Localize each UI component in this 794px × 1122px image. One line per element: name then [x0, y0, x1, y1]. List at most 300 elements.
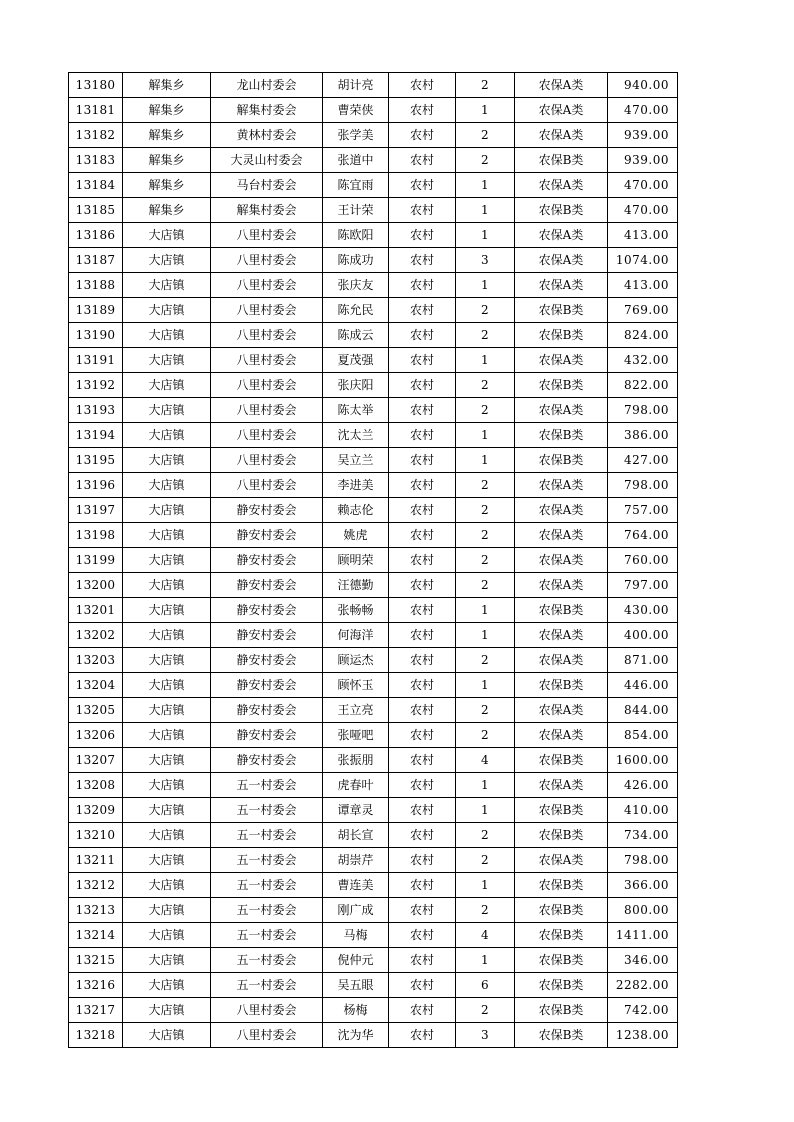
insurance-category-cell: 农保B类: [515, 448, 608, 473]
township-cell: 大店镇: [123, 1023, 211, 1048]
member-count-cell: 2: [456, 823, 515, 848]
township-cell: 大店镇: [123, 748, 211, 773]
record-number-cell: 13201: [69, 598, 123, 623]
household-type-cell: 农村: [389, 73, 456, 98]
table-row: [69, 948, 678, 973]
village-committee-cell: 静安村委会: [211, 723, 323, 748]
table-row: [69, 973, 678, 998]
village-committee-cell: 静安村委会: [211, 673, 323, 698]
township-cell: 大店镇: [123, 323, 211, 348]
amount-cell: 432.00: [608, 348, 678, 373]
amount-cell: 413.00: [608, 273, 678, 298]
insurance-category-cell: 农保A类: [515, 773, 608, 798]
village-committee-cell: 五一村委会: [211, 798, 323, 823]
household-type-cell: 农村: [389, 698, 456, 723]
amount-cell: 1411.00: [608, 923, 678, 948]
member-count-cell: 2: [456, 573, 515, 598]
village-committee-cell: 八里村委会: [211, 348, 323, 373]
record-number-cell: 13205: [69, 698, 123, 723]
household-type-cell: 农村: [389, 573, 456, 598]
township-cell: 大店镇: [123, 848, 211, 873]
amount-cell: 822.00: [608, 373, 678, 398]
person-name-cell: 吴立兰: [323, 448, 389, 473]
insurance-category-cell: 农保B类: [515, 1023, 608, 1048]
table-row: [69, 698, 678, 723]
household-type-cell: 农村: [389, 148, 456, 173]
township-cell: 解集乡: [123, 73, 211, 98]
household-type-cell: 农村: [389, 548, 456, 573]
record-number-cell: 13183: [69, 148, 123, 173]
person-name-cell: 胡长宣: [323, 823, 389, 848]
insurance-category-cell: 农保A类: [515, 398, 608, 423]
village-committee-cell: 八里村委会: [211, 998, 323, 1023]
township-cell: 解集乡: [123, 198, 211, 223]
table-row: [69, 748, 678, 773]
insurance-category-cell: 农保B类: [515, 873, 608, 898]
township-cell: 大店镇: [123, 823, 211, 848]
household-type-cell: 农村: [389, 848, 456, 873]
person-name-cell: 沈太兰: [323, 423, 389, 448]
village-committee-cell: 八里村委会: [211, 223, 323, 248]
amount-cell: 797.00: [608, 573, 678, 598]
insurance-category-cell: 农保B类: [515, 748, 608, 773]
member-count-cell: 2: [456, 373, 515, 398]
household-type-cell: 农村: [389, 1023, 456, 1048]
record-number-cell: 13200: [69, 573, 123, 598]
village-committee-cell: 五一村委会: [211, 773, 323, 798]
village-committee-cell: 马台村委会: [211, 173, 323, 198]
amount-cell: 760.00: [608, 548, 678, 573]
village-committee-cell: 静安村委会: [211, 748, 323, 773]
insurance-category-cell: 农保B类: [515, 923, 608, 948]
person-name-cell: 张振朋: [323, 748, 389, 773]
insurance-category-cell: 农保B类: [515, 423, 608, 448]
member-count-cell: 1: [456, 873, 515, 898]
table-row: [69, 173, 678, 198]
village-committee-cell: 八里村委会: [211, 423, 323, 448]
household-type-cell: 农村: [389, 973, 456, 998]
insurance-category-cell: 农保A类: [515, 123, 608, 148]
township-cell: 大店镇: [123, 548, 211, 573]
member-count-cell: 1: [456, 798, 515, 823]
table-row: [69, 648, 678, 673]
table-row: [69, 498, 678, 523]
township-cell: 大店镇: [123, 798, 211, 823]
township-cell: 大店镇: [123, 623, 211, 648]
member-count-cell: 2: [456, 473, 515, 498]
person-name-cell: 陈宜雨: [323, 173, 389, 198]
insurance-category-cell: 农保A类: [515, 223, 608, 248]
village-committee-cell: 八里村委会: [211, 323, 323, 348]
table-row: [69, 898, 678, 923]
person-name-cell: 王计荣: [323, 198, 389, 223]
amount-cell: 734.00: [608, 823, 678, 848]
township-cell: 解集乡: [123, 123, 211, 148]
township-cell: 大店镇: [123, 648, 211, 673]
record-number-cell: 13203: [69, 648, 123, 673]
amount-cell: 1600.00: [608, 748, 678, 773]
table-row: [69, 473, 678, 498]
member-count-cell: 1: [456, 198, 515, 223]
person-name-cell: 吴五眼: [323, 973, 389, 998]
table-row: [69, 773, 678, 798]
village-committee-cell: 五一村委会: [211, 873, 323, 898]
township-cell: 解集乡: [123, 148, 211, 173]
insurance-category-cell: 农保B类: [515, 823, 608, 848]
insurance-category-cell: 农保A类: [515, 73, 608, 98]
person-name-cell: 王立亮: [323, 698, 389, 723]
member-count-cell: 1: [456, 98, 515, 123]
record-number-cell: 13204: [69, 673, 123, 698]
insurance-category-cell: 农保A类: [515, 523, 608, 548]
village-committee-cell: 八里村委会: [211, 1023, 323, 1048]
record-number-cell: 13206: [69, 723, 123, 748]
record-number-cell: 13189: [69, 298, 123, 323]
table-row: [69, 398, 678, 423]
village-committee-cell: 解集村委会: [211, 98, 323, 123]
village-committee-cell: 龙山村委会: [211, 73, 323, 98]
member-count-cell: 2: [456, 123, 515, 148]
insurance-category-cell: 农保A类: [515, 273, 608, 298]
record-number-cell: 13187: [69, 248, 123, 273]
record-number-cell: 13190: [69, 323, 123, 348]
table-row: [69, 198, 678, 223]
table-row: [69, 373, 678, 398]
table-row: [69, 548, 678, 573]
record-number-cell: 13216: [69, 973, 123, 998]
record-number-cell: 13191: [69, 348, 123, 373]
insurance-category-cell: 农保B类: [515, 898, 608, 923]
record-number-cell: 13213: [69, 898, 123, 923]
amount-cell: 871.00: [608, 648, 678, 673]
table-row: [69, 873, 678, 898]
record-number-cell: 13211: [69, 848, 123, 873]
table-row: [69, 723, 678, 748]
record-number-cell: 13209: [69, 798, 123, 823]
village-committee-cell: 五一村委会: [211, 823, 323, 848]
member-count-cell: 2: [456, 73, 515, 98]
village-committee-cell: 静安村委会: [211, 523, 323, 548]
township-cell: 大店镇: [123, 923, 211, 948]
village-committee-cell: 八里村委会: [211, 298, 323, 323]
township-cell: 大店镇: [123, 248, 211, 273]
record-number-cell: 13212: [69, 873, 123, 898]
township-cell: 大店镇: [123, 998, 211, 1023]
village-committee-cell: 解集村委会: [211, 198, 323, 223]
village-committee-cell: 静安村委会: [211, 623, 323, 648]
person-name-cell: 张畅畅: [323, 598, 389, 623]
member-count-cell: 4: [456, 748, 515, 773]
member-count-cell: 1: [456, 273, 515, 298]
member-count-cell: 2: [456, 298, 515, 323]
insurance-category-cell: 农保A类: [515, 573, 608, 598]
amount-cell: 824.00: [608, 323, 678, 348]
amount-cell: 446.00: [608, 673, 678, 698]
record-number-cell: 13185: [69, 198, 123, 223]
amount-cell: 800.00: [608, 898, 678, 923]
table-row: [69, 623, 678, 648]
household-type-cell: 农村: [389, 648, 456, 673]
amount-cell: 400.00: [608, 623, 678, 648]
member-count-cell: 2: [456, 648, 515, 673]
member-count-cell: 3: [456, 248, 515, 273]
amount-cell: 764.00: [608, 523, 678, 548]
amount-cell: 2282.00: [608, 973, 678, 998]
record-number-cell: 13184: [69, 173, 123, 198]
household-type-cell: 农村: [389, 198, 456, 223]
household-type-cell: 农村: [389, 873, 456, 898]
member-count-cell: 2: [456, 698, 515, 723]
member-count-cell: 2: [456, 548, 515, 573]
insurance-category-cell: 农保B类: [515, 323, 608, 348]
insurance-category-cell: 农保A类: [515, 498, 608, 523]
person-name-cell: 顾怀玉: [323, 673, 389, 698]
household-type-cell: 农村: [389, 923, 456, 948]
village-committee-cell: 五一村委会: [211, 973, 323, 998]
record-number-cell: 13217: [69, 998, 123, 1023]
township-cell: 大店镇: [123, 698, 211, 723]
township-cell: 大店镇: [123, 948, 211, 973]
township-cell: 大店镇: [123, 973, 211, 998]
member-count-cell: 1: [456, 348, 515, 373]
member-count-cell: 1: [456, 773, 515, 798]
person-name-cell: 陈成功: [323, 248, 389, 273]
person-name-cell: 李进美: [323, 473, 389, 498]
person-name-cell: 沈为华: [323, 1023, 389, 1048]
amount-cell: 854.00: [608, 723, 678, 748]
household-type-cell: 农村: [389, 423, 456, 448]
table-row: [69, 273, 678, 298]
person-name-cell: 陈欧阳: [323, 223, 389, 248]
person-name-cell: 曹连美: [323, 873, 389, 898]
insurance-category-cell: 农保B类: [515, 298, 608, 323]
member-count-cell: 2: [456, 998, 515, 1023]
record-number-cell: 13210: [69, 823, 123, 848]
insurance-category-cell: 农保B类: [515, 973, 608, 998]
member-count-cell: 2: [456, 498, 515, 523]
household-type-cell: 农村: [389, 298, 456, 323]
person-name-cell: 张学美: [323, 123, 389, 148]
household-type-cell: 农村: [389, 523, 456, 548]
household-type-cell: 农村: [389, 948, 456, 973]
insurance-category-cell: 农保A类: [515, 848, 608, 873]
township-cell: 解集乡: [123, 173, 211, 198]
person-name-cell: 杨梅: [323, 998, 389, 1023]
person-name-cell: 张庆友: [323, 273, 389, 298]
amount-cell: 798.00: [608, 848, 678, 873]
household-type-cell: 农村: [389, 998, 456, 1023]
member-count-cell: 1: [456, 948, 515, 973]
township-cell: 大店镇: [123, 298, 211, 323]
person-name-cell: 赖志伦: [323, 498, 389, 523]
table-row: [69, 148, 678, 173]
household-type-cell: 农村: [389, 798, 456, 823]
household-type-cell: 农村: [389, 373, 456, 398]
member-count-cell: 6: [456, 973, 515, 998]
amount-cell: 346.00: [608, 948, 678, 973]
table-row: [69, 848, 678, 873]
person-name-cell: 张道中: [323, 148, 389, 173]
household-type-cell: 农村: [389, 498, 456, 523]
amount-cell: 798.00: [608, 473, 678, 498]
amount-cell: 939.00: [608, 148, 678, 173]
township-cell: 大店镇: [123, 523, 211, 548]
person-name-cell: 谭章灵: [323, 798, 389, 823]
member-count-cell: 1: [456, 423, 515, 448]
village-committee-cell: 静安村委会: [211, 698, 323, 723]
table-row: [69, 523, 678, 548]
township-cell: 大店镇: [123, 273, 211, 298]
table-row: [69, 98, 678, 123]
amount-cell: 939.00: [608, 123, 678, 148]
household-type-cell: 农村: [389, 223, 456, 248]
household-type-cell: 农村: [389, 748, 456, 773]
table-row: [69, 248, 678, 273]
insurance-category-cell: 农保B类: [515, 598, 608, 623]
table-row: [69, 448, 678, 473]
amount-cell: 742.00: [608, 998, 678, 1023]
household-type-cell: 农村: [389, 123, 456, 148]
member-count-cell: 2: [456, 523, 515, 548]
village-committee-cell: 静安村委会: [211, 548, 323, 573]
person-name-cell: 曹荣侠: [323, 98, 389, 123]
record-number-cell: 13182: [69, 123, 123, 148]
household-type-cell: 农村: [389, 473, 456, 498]
record-number-cell: 13186: [69, 223, 123, 248]
table-row: [69, 423, 678, 448]
village-committee-cell: 静安村委会: [211, 598, 323, 623]
township-cell: 大店镇: [123, 723, 211, 748]
township-cell: 大店镇: [123, 873, 211, 898]
person-name-cell: 胡计亮: [323, 73, 389, 98]
village-committee-cell: 黄林村委会: [211, 123, 323, 148]
insurance-category-cell: 农保B类: [515, 948, 608, 973]
record-number-cell: 13180: [69, 73, 123, 98]
insurance-category-cell: 农保B类: [515, 798, 608, 823]
insurance-category-cell: 农保A类: [515, 473, 608, 498]
person-name-cell: 顾运杰: [323, 648, 389, 673]
insurance-category-cell: 农保A类: [515, 173, 608, 198]
insurance-category-cell: 农保A类: [515, 648, 608, 673]
household-type-cell: 农村: [389, 823, 456, 848]
township-cell: 大店镇: [123, 223, 211, 248]
amount-cell: 757.00: [608, 498, 678, 523]
township-cell: 大店镇: [123, 473, 211, 498]
household-type-cell: 农村: [389, 348, 456, 373]
village-committee-cell: 大灵山村委会: [211, 148, 323, 173]
village-committee-cell: 五一村委会: [211, 898, 323, 923]
amount-cell: 470.00: [608, 173, 678, 198]
amount-cell: 798.00: [608, 398, 678, 423]
table-row: [69, 73, 678, 98]
record-number-cell: 13199: [69, 548, 123, 573]
record-number-cell: 13202: [69, 623, 123, 648]
household-type-cell: 农村: [389, 173, 456, 198]
record-number-cell: 13196: [69, 473, 123, 498]
person-name-cell: 夏茂强: [323, 348, 389, 373]
table-row: [69, 323, 678, 348]
member-count-cell: 2: [456, 398, 515, 423]
insurance-category-cell: 农保A类: [515, 348, 608, 373]
table-row: [69, 298, 678, 323]
amount-cell: 470.00: [608, 198, 678, 223]
insurance-category-cell: 农保B类: [515, 998, 608, 1023]
person-name-cell: 马梅: [323, 923, 389, 948]
township-cell: 大店镇: [123, 773, 211, 798]
insurance-category-cell: 农保A类: [515, 623, 608, 648]
table-row: [69, 798, 678, 823]
person-name-cell: 陈允民: [323, 298, 389, 323]
member-count-cell: 1: [456, 673, 515, 698]
record-number-cell: 13192: [69, 373, 123, 398]
household-type-cell: 农村: [389, 723, 456, 748]
person-name-cell: 姚虎: [323, 523, 389, 548]
record-number-cell: 13181: [69, 98, 123, 123]
township-cell: 大店镇: [123, 448, 211, 473]
village-committee-cell: 八里村委会: [211, 448, 323, 473]
insurance-category-cell: 农保A类: [515, 698, 608, 723]
township-cell: 大店镇: [123, 598, 211, 623]
insurance-category-cell: 农保A类: [515, 548, 608, 573]
amount-cell: 386.00: [608, 423, 678, 448]
amount-cell: 413.00: [608, 223, 678, 248]
insurance-category-cell: 农保B类: [515, 673, 608, 698]
amount-cell: 410.00: [608, 798, 678, 823]
person-name-cell: 虎春叶: [323, 773, 389, 798]
person-name-cell: 陈成云: [323, 323, 389, 348]
person-name-cell: 陈太举: [323, 398, 389, 423]
household-type-cell: 农村: [389, 448, 456, 473]
person-name-cell: 胡崇芹: [323, 848, 389, 873]
person-name-cell: 顾明荣: [323, 548, 389, 573]
member-count-cell: 2: [456, 848, 515, 873]
member-count-cell: 4: [456, 923, 515, 948]
member-count-cell: 2: [456, 323, 515, 348]
village-committee-cell: 八里村委会: [211, 373, 323, 398]
household-type-cell: 农村: [389, 248, 456, 273]
village-committee-cell: 静安村委会: [211, 648, 323, 673]
record-number-cell: 13208: [69, 773, 123, 798]
township-cell: 大店镇: [123, 573, 211, 598]
household-type-cell: 农村: [389, 773, 456, 798]
insurance-category-cell: 农保B类: [515, 373, 608, 398]
village-committee-cell: 八里村委会: [211, 273, 323, 298]
table-row: [69, 923, 678, 948]
township-cell: 大店镇: [123, 373, 211, 398]
amount-cell: 844.00: [608, 698, 678, 723]
table-row: [69, 998, 678, 1023]
table-row: [69, 123, 678, 148]
person-name-cell: 张哑吧: [323, 723, 389, 748]
household-type-cell: 农村: [389, 398, 456, 423]
table-row: [69, 673, 678, 698]
record-number-cell: 13198: [69, 523, 123, 548]
member-count-cell: 2: [456, 148, 515, 173]
amount-cell: 940.00: [608, 73, 678, 98]
record-number-cell: 13188: [69, 273, 123, 298]
person-name-cell: 倪仲元: [323, 948, 389, 973]
person-name-cell: 何海洋: [323, 623, 389, 648]
insurance-category-cell: 农保A类: [515, 248, 608, 273]
record-number-cell: 13193: [69, 398, 123, 423]
member-count-cell: 1: [456, 223, 515, 248]
township-cell: 大店镇: [123, 348, 211, 373]
insurance-category-cell: 农保A类: [515, 98, 608, 123]
household-type-cell: 农村: [389, 623, 456, 648]
record-number-cell: 13215: [69, 948, 123, 973]
village-committee-cell: 八里村委会: [211, 473, 323, 498]
household-type-cell: 农村: [389, 598, 456, 623]
